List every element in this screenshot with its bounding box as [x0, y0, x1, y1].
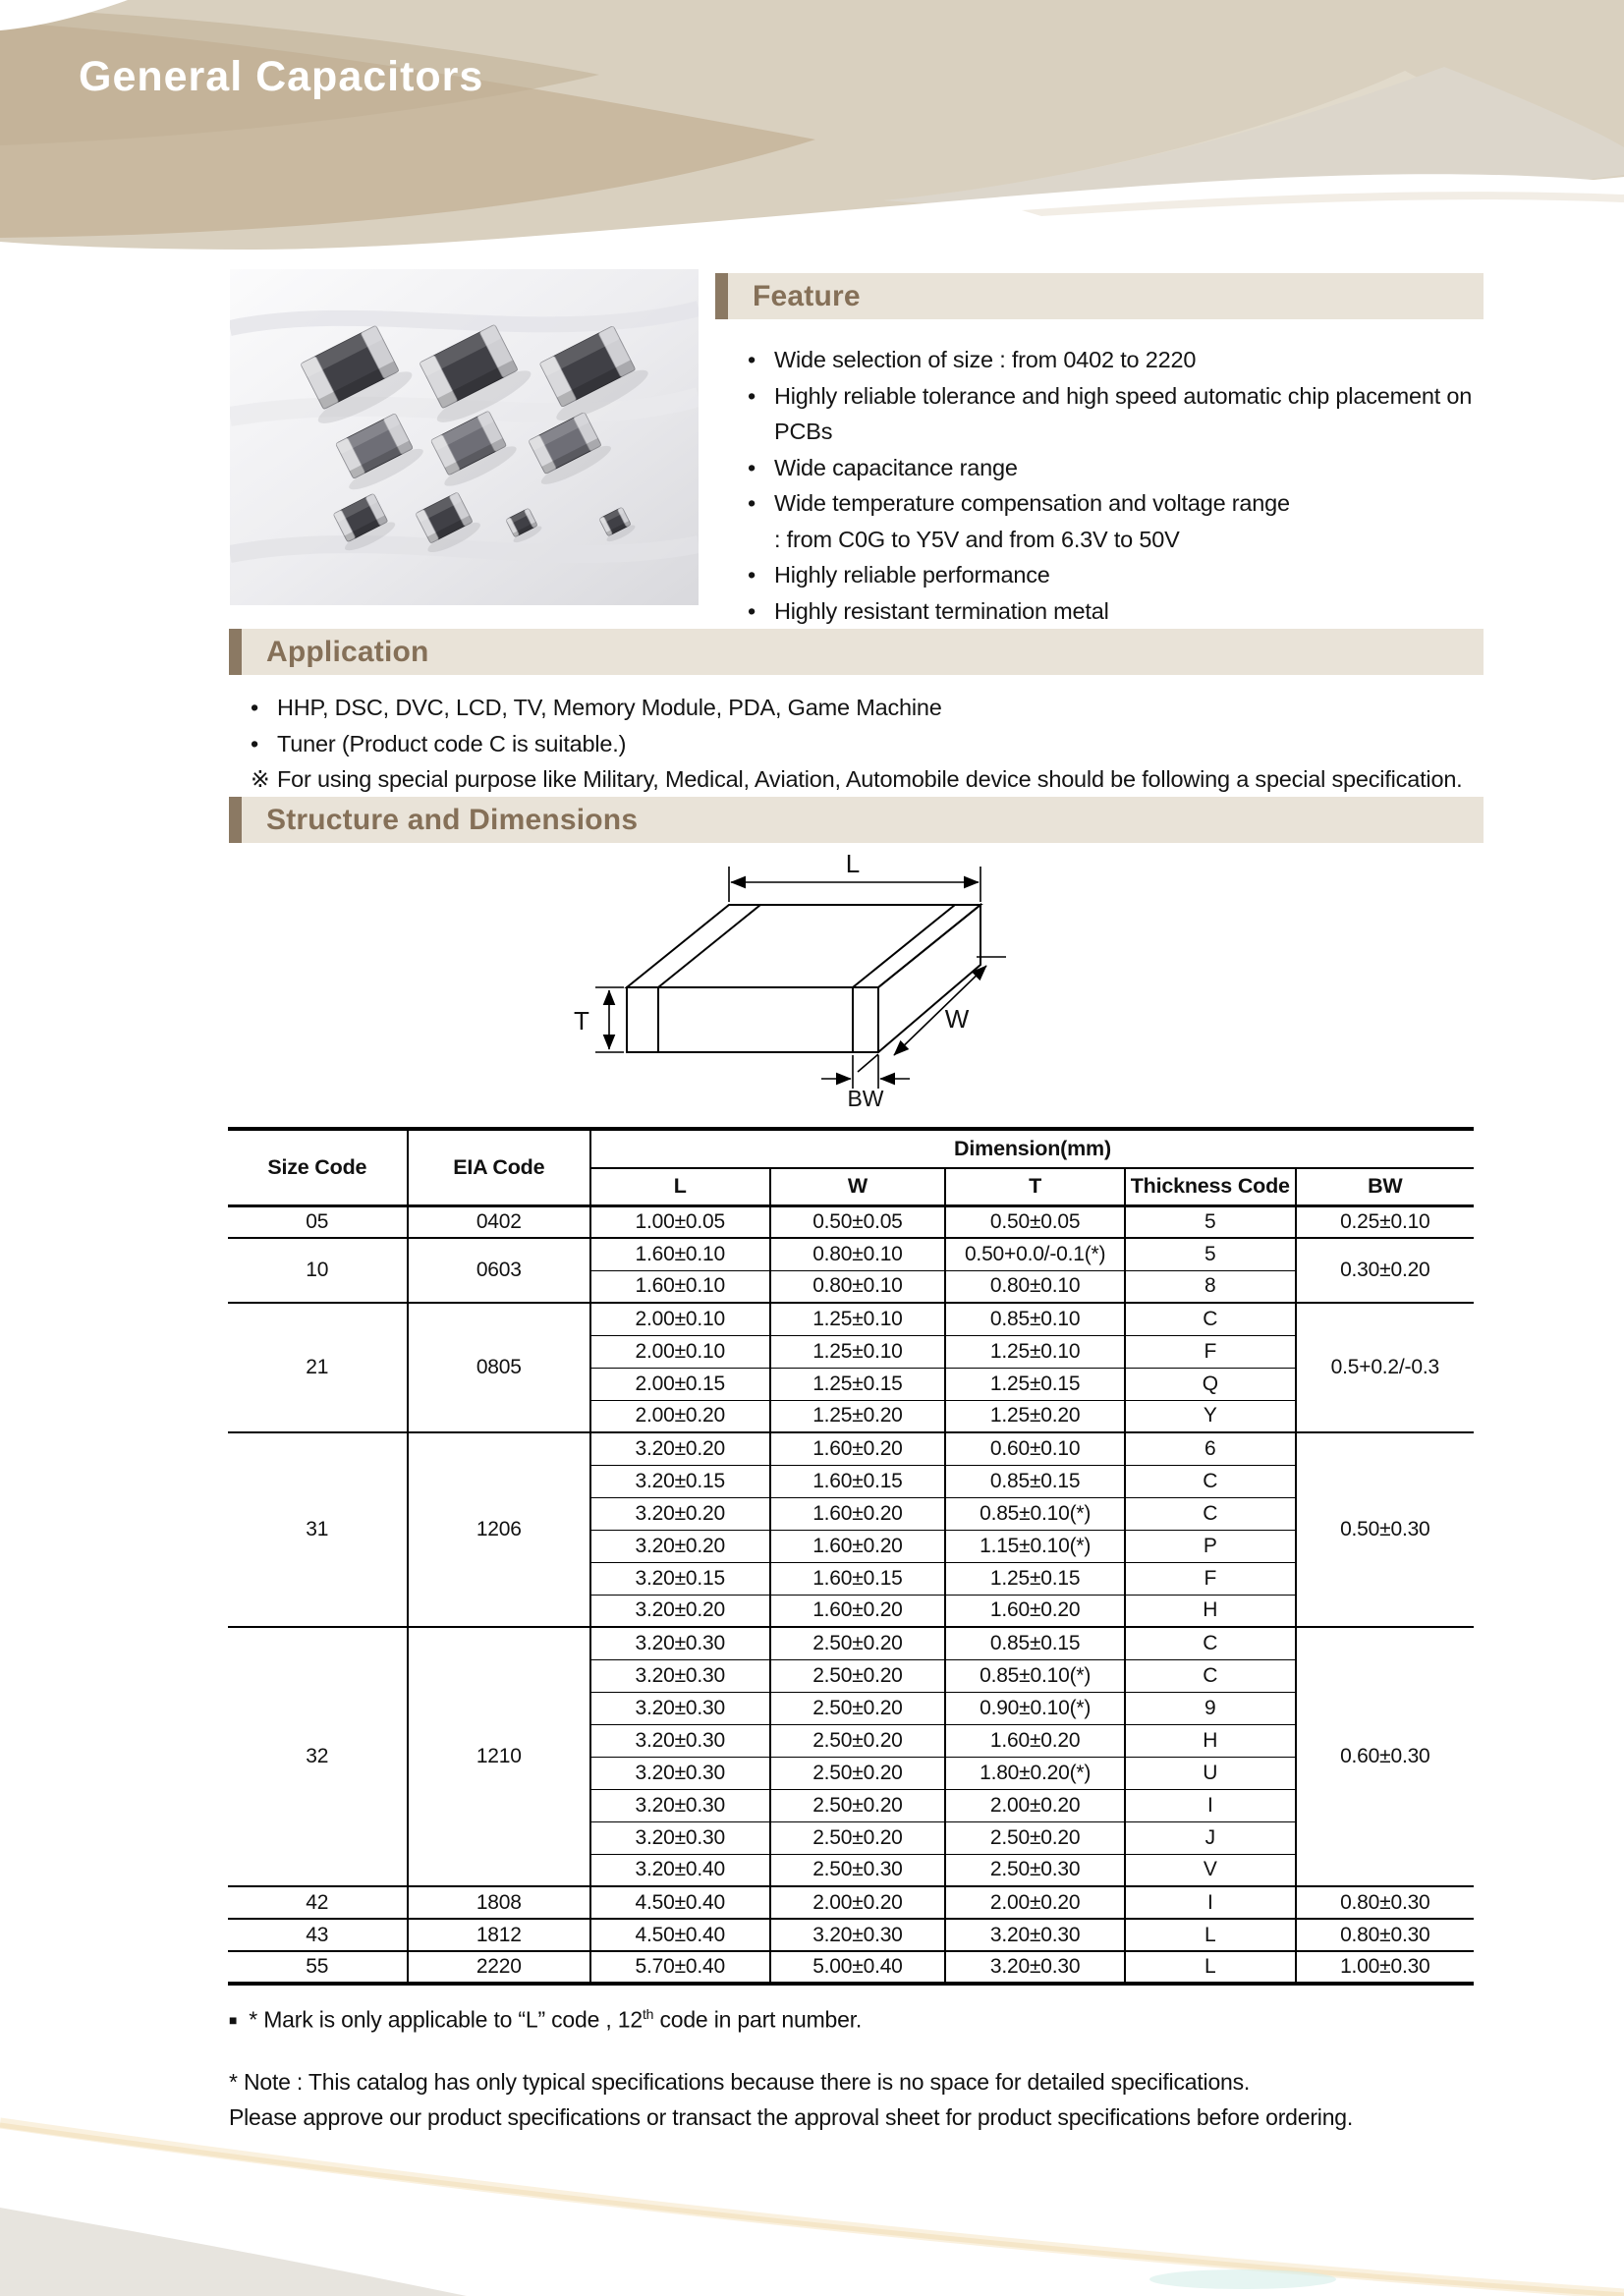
w-cell: 3.20±0.30	[770, 1919, 946, 1951]
catalog-note-line2: Please approve our product specifications or transact the approval sheet for product specifications before ordering.	[229, 2104, 1354, 2130]
feature-item	[748, 342, 1484, 378]
l-cell: 3.20±0.15	[590, 1465, 770, 1497]
mark-note	[229, 2006, 862, 2034]
w-cell: 1.60±0.15	[770, 1465, 946, 1497]
l-cell: 3.20±0.30	[590, 1627, 770, 1659]
item-text: Wide selection of size : from 0402 to 2220	[774, 347, 1197, 372]
t-cell: 0.60±0.10	[945, 1432, 1125, 1465]
w-cell: 0.80±0.10	[770, 1270, 946, 1303]
thickness-code-cell: Y	[1125, 1400, 1296, 1432]
item-text: Highly resistant termination metal	[774, 597, 1109, 624]
table-row	[228, 1919, 1474, 1951]
l-cell: 2.00±0.20	[590, 1400, 770, 1432]
feature-item	[748, 485, 1484, 522]
table-row	[228, 1205, 1474, 1238]
t-cell: 2.00±0.20	[945, 1886, 1125, 1919]
dimensions-table-body	[228, 1205, 1474, 1984]
t-cell: 2.50±0.20	[945, 1821, 1125, 1854]
t-cell: 1.25±0.20	[945, 1400, 1125, 1432]
table-row	[228, 1238, 1474, 1270]
mark-note-sup: th	[642, 2006, 654, 2022]
t-cell: 1.60±0.20	[945, 1724, 1125, 1757]
table-row	[228, 1303, 1474, 1335]
dimension-lines	[595, 867, 1006, 1089]
thickness-code-cell: U	[1125, 1757, 1296, 1789]
bw-cell: 0.30±0.20	[1296, 1238, 1474, 1303]
thickness-code-cell: C	[1125, 1659, 1296, 1692]
bullet-marker: •	[251, 695, 259, 720]
feature-section-title: Feature	[753, 279, 861, 312]
l-cell: 3.20±0.30	[590, 1757, 770, 1789]
thickness-code-cell: F	[1125, 1335, 1296, 1368]
bw-cell: 1.00±0.30	[1296, 1951, 1474, 1984]
feature-section-header	[715, 273, 1484, 319]
footer-wave-decoration	[0, 2109, 1624, 2296]
thickness-code-cell: I	[1125, 1886, 1296, 1919]
item-text: Highly reliable performance	[774, 562, 1050, 588]
thickness-code-cell: 8	[1125, 1270, 1296, 1303]
table-row	[228, 1432, 1474, 1465]
t-cell: 0.85±0.15	[945, 1465, 1125, 1497]
l-cell: 3.20±0.40	[590, 1854, 770, 1886]
thickness-code-cell: 5	[1125, 1205, 1296, 1238]
header-bw: BW	[1296, 1168, 1474, 1205]
structure-section-title: Structure and Dimensions	[266, 803, 639, 836]
header-size-code: Size Code	[228, 1129, 408, 1205]
bw-cell: 0.50±0.30	[1296, 1432, 1474, 1627]
catalog-note-line1: * Note : This catalog has only typical specifications because there is no space for detailed specifications.	[229, 2069, 1251, 2095]
l-cell: 1.60±0.10	[590, 1238, 770, 1270]
bullet-marker: •	[748, 490, 756, 516]
l-cell: 5.70±0.40	[590, 1951, 770, 1984]
thickness-code-cell: C	[1125, 1627, 1296, 1659]
section-accent-bar	[229, 797, 242, 843]
feature-item	[748, 522, 1484, 558]
mark-note-text-end: code in part number.	[653, 2006, 863, 2033]
eia-code-cell: 1808	[408, 1886, 590, 1919]
l-cell: 3.20±0.20	[590, 1432, 770, 1465]
label-L: L	[845, 849, 861, 878]
header-l: L	[590, 1168, 770, 1205]
w-cell: 1.60±0.20	[770, 1530, 946, 1562]
w-cell: 2.00±0.20	[770, 1886, 946, 1919]
w-cell: 0.50±0.05	[770, 1205, 946, 1238]
size-code-cell: 43	[228, 1919, 408, 1951]
header-eia-code: EIA Code	[408, 1129, 590, 1205]
item-text: Wide temperature compensation and voltage range	[774, 490, 1290, 516]
l-cell: 2.00±0.15	[590, 1368, 770, 1400]
thickness-code-cell: C	[1125, 1303, 1296, 1335]
t-cell: 1.25±0.10	[945, 1335, 1125, 1368]
w-cell: 2.50±0.20	[770, 1789, 946, 1821]
size-code-cell: 05	[228, 1205, 408, 1238]
item-text: HHP, DSC, DVC, LCD, TV, Memory Module, PDA, Game Machine	[277, 695, 942, 720]
size-code-cell: 21	[228, 1303, 408, 1432]
chip-outline	[627, 905, 980, 1052]
eia-code-cell: 0603	[408, 1238, 590, 1303]
size-code-cell: 32	[228, 1627, 408, 1886]
mark-note-text: * Mark is only applicable to “L” code , 12	[249, 2006, 643, 2033]
feature-item	[748, 557, 1484, 593]
thickness-code-cell: V	[1125, 1854, 1296, 1886]
section-accent-bar	[229, 629, 242, 675]
eia-code-cell: 1812	[408, 1919, 590, 1951]
size-code-cell: 55	[228, 1951, 408, 1984]
dimension-diagram	[540, 845, 1051, 1110]
w-cell: 1.60±0.20	[770, 1497, 946, 1530]
feature-list	[715, 342, 1484, 665]
bullet-marker: ※	[251, 766, 270, 792]
eia-code-cell: 0805	[408, 1303, 590, 1432]
t-cell: 1.25±0.15	[945, 1368, 1125, 1400]
w-cell: 0.80±0.10	[770, 1238, 946, 1270]
w-cell: 2.50±0.20	[770, 1724, 946, 1757]
application-section-header	[229, 629, 1484, 675]
table-row	[228, 1627, 1474, 1659]
size-code-cell: 10	[228, 1238, 408, 1303]
l-cell: 3.20±0.30	[590, 1724, 770, 1757]
w-cell: 1.25±0.10	[770, 1303, 946, 1335]
thickness-code-cell: 5	[1125, 1238, 1296, 1270]
w-cell: 2.50±0.20	[770, 1692, 946, 1724]
header-w: W	[770, 1168, 946, 1205]
eia-code-cell: 1210	[408, 1627, 590, 1886]
bullet-marker: •	[748, 347, 756, 372]
label-W: W	[944, 1004, 970, 1034]
l-cell: 4.50±0.40	[590, 1886, 770, 1919]
section-accent-bar	[715, 273, 728, 319]
bullet-marker: •	[748, 597, 756, 624]
table-row	[228, 1886, 1474, 1919]
w-cell: 5.00±0.40	[770, 1951, 946, 1984]
thickness-code-cell: H	[1125, 1724, 1296, 1757]
l-cell: 3.20±0.30	[590, 1821, 770, 1854]
w-cell: 1.60±0.20	[770, 1595, 946, 1627]
bw-cell: 0.60±0.30	[1296, 1627, 1474, 1886]
t-cell: 3.20±0.30	[945, 1919, 1125, 1951]
t-cell: 0.85±0.10(*)	[945, 1497, 1125, 1530]
bullet-marker: •	[748, 382, 756, 409]
bw-cell: 0.25±0.10	[1296, 1205, 1474, 1238]
w-cell: 1.25±0.20	[770, 1400, 946, 1432]
thickness-code-cell: 9	[1125, 1692, 1296, 1724]
feature-item	[748, 378, 1484, 450]
t-cell: 1.60±0.20	[945, 1595, 1125, 1627]
thickness-code-cell: I	[1125, 1789, 1296, 1821]
page-title: General Capacitors	[79, 53, 484, 100]
l-cell: 3.20±0.30	[590, 1659, 770, 1692]
thickness-code-cell: C	[1125, 1497, 1296, 1530]
w-cell: 2.50±0.20	[770, 1627, 946, 1659]
dimensions-table	[228, 1127, 1474, 1986]
t-cell: 0.50+0.0/-0.1(*)	[945, 1238, 1125, 1270]
feature-section	[715, 273, 1484, 665]
bw-cell: 0.5+0.2/-0.3	[1296, 1303, 1474, 1432]
application-item	[251, 690, 1484, 726]
bullet-marker: •	[251, 730, 259, 756]
header-t: T	[945, 1168, 1125, 1205]
feature-item	[748, 450, 1484, 486]
feature-item	[748, 593, 1484, 630]
item-text: : from C0G to Y5V and from 6.3V to 50V	[774, 526, 1180, 552]
bullet-marker: •	[748, 454, 756, 480]
w-cell: 2.50±0.20	[770, 1659, 946, 1692]
thickness-code-cell: F	[1125, 1562, 1296, 1595]
l-cell: 1.60±0.10	[590, 1270, 770, 1303]
thickness-code-cell: J	[1125, 1821, 1296, 1854]
thickness-code-cell: H	[1125, 1595, 1296, 1627]
t-cell: 0.85±0.15	[945, 1627, 1125, 1659]
l-cell: 3.20±0.20	[590, 1530, 770, 1562]
bw-cell: 0.80±0.30	[1296, 1919, 1474, 1951]
t-cell: 0.80±0.10	[945, 1270, 1125, 1303]
thickness-code-cell: 6	[1125, 1432, 1296, 1465]
eia-code-cell: 0402	[408, 1205, 590, 1238]
item-text: Wide capacitance range	[774, 454, 1018, 480]
application-list	[229, 690, 1484, 798]
w-cell: 1.60±0.15	[770, 1562, 946, 1595]
bullet-marker	[748, 522, 774, 558]
application-section-title: Application	[266, 635, 429, 668]
bullet-marker: •	[748, 562, 756, 588]
eia-code-cell: 1206	[408, 1432, 590, 1627]
t-cell: 0.85±0.10	[945, 1303, 1125, 1335]
thickness-code-cell: Q	[1125, 1368, 1296, 1400]
capacitors-photo	[230, 269, 699, 605]
t-cell: 1.80±0.20(*)	[945, 1757, 1125, 1789]
l-cell: 2.00±0.10	[590, 1303, 770, 1335]
size-code-cell: 42	[228, 1886, 408, 1919]
item-text: For using special purpose like Military, Medical, Aviation, Automobile device should be following a special specification.	[277, 766, 1463, 792]
application-section	[229, 629, 1484, 798]
t-cell: 2.00±0.20	[945, 1789, 1125, 1821]
w-cell: 2.50±0.20	[770, 1821, 946, 1854]
w-cell: 2.50±0.20	[770, 1757, 946, 1789]
t-cell: 0.85±0.10(*)	[945, 1659, 1125, 1692]
label-T: T	[574, 1006, 589, 1036]
l-cell: 3.20±0.30	[590, 1692, 770, 1724]
eia-code-cell: 2220	[408, 1951, 590, 1984]
square-bullet: ■	[229, 2011, 238, 2028]
l-cell: 1.00±0.05	[590, 1205, 770, 1238]
thickness-code-cell: L	[1125, 1919, 1296, 1951]
application-item	[251, 761, 1484, 798]
application-item	[251, 726, 1484, 762]
t-cell: 0.90±0.10(*)	[945, 1692, 1125, 1724]
w-cell: 1.60±0.20	[770, 1432, 946, 1465]
l-cell: 4.50±0.40	[590, 1919, 770, 1951]
w-cell: 1.25±0.15	[770, 1368, 946, 1400]
thickness-code-cell: C	[1125, 1465, 1296, 1497]
item-text: Tuner (Product code C is suitable.)	[277, 730, 627, 756]
t-cell: 3.20±0.30	[945, 1951, 1125, 1984]
table-row	[228, 1951, 1474, 1984]
t-cell: 0.50±0.05	[945, 1205, 1125, 1238]
l-cell: 3.20±0.15	[590, 1562, 770, 1595]
thickness-code-cell: P	[1125, 1530, 1296, 1562]
l-cell: 3.20±0.20	[590, 1595, 770, 1627]
header-dimension: Dimension(mm)	[590, 1129, 1474, 1168]
w-cell: 2.50±0.30	[770, 1854, 946, 1886]
item-text: Highly reliable tolerance and high speed automatic chip placement on PCBs	[774, 382, 1473, 444]
t-cell: 1.25±0.15	[945, 1562, 1125, 1595]
l-cell: 3.20±0.20	[590, 1497, 770, 1530]
structure-section	[229, 797, 1484, 843]
label-BW: BW	[847, 1086, 884, 1110]
size-code-cell: 31	[228, 1432, 408, 1627]
header-thickness-code: Thickness Code	[1125, 1168, 1296, 1205]
l-cell: 3.20±0.30	[590, 1789, 770, 1821]
thickness-code-cell: L	[1125, 1951, 1296, 1984]
bw-cell: 0.80±0.30	[1296, 1886, 1474, 1919]
t-cell: 2.50±0.30	[945, 1854, 1125, 1886]
l-cell: 2.00±0.10	[590, 1335, 770, 1368]
t-cell: 1.15±0.10(*)	[945, 1530, 1125, 1562]
w-cell: 1.25±0.10	[770, 1335, 946, 1368]
structure-section-header	[229, 797, 1484, 843]
